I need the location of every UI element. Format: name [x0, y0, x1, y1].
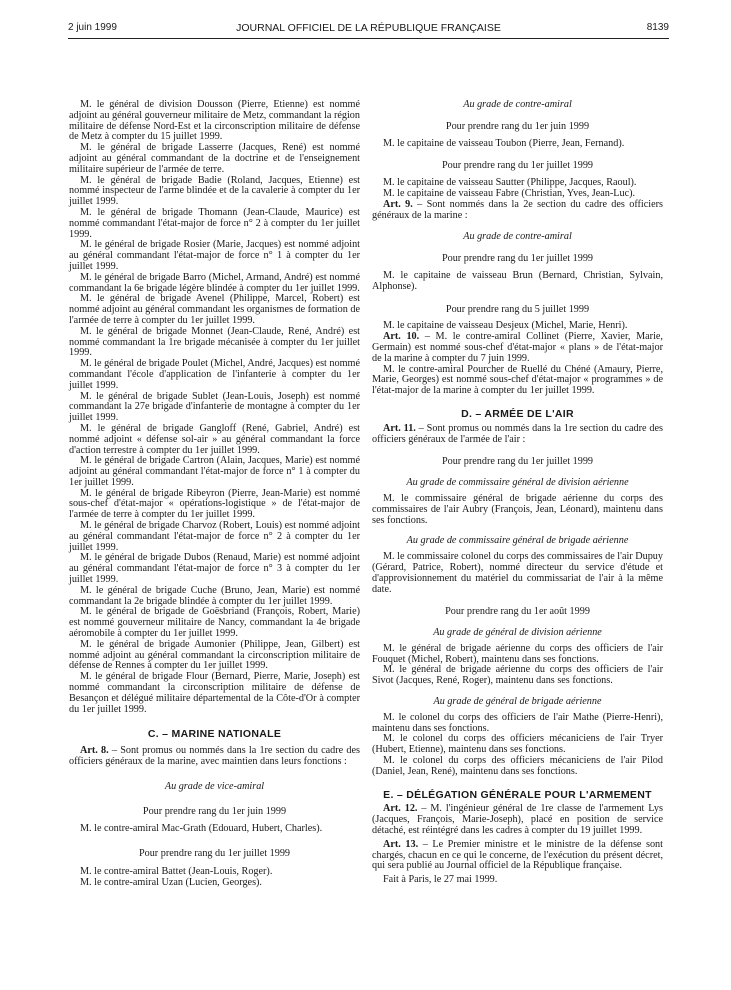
left-column — [69, 100, 360, 889]
rank-date: Pour prendre rang du 1er juillet 1999 — [441, 160, 594, 172]
article-11 — [372, 424, 663, 446]
rank-date: Pour prendre rang du 1er juin 1999 — [142, 805, 287, 817]
paragraph: M. le contre-amiral Battet (Jean-Louis, Roger). — [80, 866, 273, 877]
section-heading-air: D. – ARMÉE DE L'AIR — [461, 407, 574, 420]
paragraph: M. le capitaine de vaisseau Fabre (Christian, Yves, Jean-Luc). — [383, 187, 636, 199]
paragraph: M. le commissaire colonel du corps des commissaires de l'air Dupuy (Gérard, Patrice, Robert), nommé directeur du service d'étude et d'approvisionnement du matériel du commissariat de l'air à la même date. — [372, 551, 663, 595]
section-heading-marine: C. – MARINE NATIONALE — [147, 728, 282, 741]
paragraph: M. le capitaine de vaisseau Sautter (Philippe, Jacques, Raoul). — [383, 177, 637, 189]
rank-date: Pour prendre rang du 1er juillet 1999 — [441, 456, 594, 468]
article-8 — [69, 746, 360, 768]
paragraph: M. le général de brigade Thomann (Jean-Claude, Maurice) est nommé commandant l'état-major de force n° 2 à compter du 1er juillet 1999. — [69, 206, 360, 240]
paragraph: M. le général de brigade Aumonier (Philippe, Jean, Gilbert) est nommé adjoint au général commandant la circonscription militaire de défense de Rennes à compter du 1er juillet 1999. — [69, 638, 360, 672]
paragraph: M. le colonel du corps des officiers mécaniciens de l'air Pilod (Daniel, Jean, René), maintenu dans ses fonctions. — [372, 755, 663, 777]
article-13 — [372, 840, 663, 872]
paragraph: M. le général de brigade Badie (Roland, Jacques, Etienne) est nommé inspecteur de l'arme blindée et de la cavalerie à compter du 1er juillet 1999. — [69, 174, 360, 208]
paragraph: M. le capitaine de vaisseau Brun (Bernard, Christian, Sylvain, Alphonse). — [372, 269, 663, 292]
article-text: – M. le contre-amiral Collinet (Pierre, Xavier, Marie, Germain) est nommé sous-chef d'état-major « plans » de l'état-major de la marine à compter du 7 juin 1999. — [372, 331, 663, 364]
paragraph: M. le général de brigade Barro (Michel, Armand, André) est nommé commandant la 6e brigade légère blindée à compter du 1er juillet 1999. — [69, 271, 360, 294]
article-label: Art. 10. — [383, 331, 420, 343]
grade-heading: Au grade de commissaire général de brigade aérienne — [406, 535, 629, 547]
paragraph: M. le général de brigade Charvoz (Robert, Louis) est nommé adjoint au général commandant l'état-major de force n° 2 à compter du 1er juillet 1999. — [69, 520, 360, 553]
header-date: 2 juin 1999 — [68, 22, 117, 33]
paragraph: M. le contre-amiral Uzan (Lucien, Georges). — [80, 876, 262, 888]
article-9 — [372, 200, 663, 222]
paragraph: M. le général de division Dousson (Pierre, Etienne) est nommé adjoint au général gouverneur militaire de Metz, commandant la région militaire de défense Nord-Est et la circonscription militaire de défense de Metz à compter du 15 juillet 1999. — [69, 99, 360, 143]
paragraph: M. le général de brigade Sublet (Jean-Louis, Joseph) est nommé commandant la 27e brigade d'infanterie de montagne à compter du 1er juillet 1999. — [69, 390, 360, 424]
grade-heading: Au grade de contre-amiral — [463, 99, 572, 110]
paragraph: M. le général de brigade aérienne du corps des officiers de l'air Fouquet (Michel, Robert), maintenu dans ses fonctions. — [372, 642, 663, 665]
article-10 — [372, 332, 663, 364]
article-label: Art. 8. — [80, 745, 109, 757]
article-12 — [372, 804, 663, 836]
page-header — [68, 22, 669, 36]
header-rule — [68, 38, 669, 39]
paragraph: M. le général de brigade de Goësbriand (François, Robert, Marie) est nommé gouverneur militaire de Nancy, commandant la 4e brigade aéromobile à compter du 1er juillet 1999. — [69, 606, 360, 640]
paragraph: M. le général de brigade Avenel (Philippe, Marcel, Robert) est nommé adjoint au général commandant les organismes de formation de l'armée de terre à compter du 1er juillet 1999. — [69, 293, 360, 326]
grade-heading: Au grade de général de division aérienne — [433, 627, 602, 639]
article-label: Art. 9. — [383, 198, 413, 210]
paragraph: M. le colonel du corps des officiers mécaniciens de l'air Tryer (Hubert, Etienne), maintenu dans ses fonctions. — [372, 733, 663, 756]
section-heading-armament: E. – DÉLÉGATION GÉNÉRALE POUR L'ARMEMENT — [383, 788, 652, 801]
paragraph: M. le général de brigade Ribeyron (Pierre, Jean-Marie) est nommé sous-chef d'état-major « opérations-logistique » de l'état-major de l'armée de terre à compter du 1er juillet 1999. — [69, 487, 360, 521]
paragraph: M. le général de brigade Poulet (Michel, André, Jacques) est nommé commandant l'école d'application de l'infanterie à compter du 1er juillet 1999. — [69, 358, 360, 391]
grade-heading: Au grade de général de brigade aérienne — [433, 696, 602, 708]
grade-heading: Au grade de contre-amiral — [463, 231, 572, 243]
paragraph: M. le général de brigade Flour (Bernard, Pierre, Marie, Joseph) est nommé commandant la circonscription militaire de défense de Besançon et délégué militaire départemental de la Côte-d'Or à compter du 1er juillet 1999. — [69, 671, 360, 715]
header-title: JOURNAL OFFICIEL DE LA RÉPUBLIQUE FRANÇAISE — [236, 22, 501, 34]
rank-date: Pour prendre rang du 1er juillet 1999 — [138, 848, 291, 860]
article-label: Art. 11. — [383, 422, 416, 434]
article-text: – Le Premier ministre et le ministre de la défense sont chargés, chacun en ce qui le concerne, de l'exécution du présent décret, qui sera publié au Journal officiel de la République française. — [372, 838, 663, 872]
article-text: – Sont nommés dans la 2e section du cadre des officiers généraux de la marine : — [372, 198, 663, 221]
paragraph: M. le contre-amiral Mac-Grath (Edouard, Hubert, Charles). — [80, 823, 323, 835]
rank-date: Pour prendre rang du 5 juillet 1999 — [445, 303, 590, 315]
paragraph: M. le général de brigade aérienne du corps des officiers de l'air Sivot (Jacques, René, Roger), maintenu dans ses fonctions. — [372, 664, 663, 687]
paragraph: M. le général de brigade Gangloff (René, Gabriel, André) est nommé adjoint « défense sol-air » au général commandant la force d'action terrestre à compter du 1er juillet 1999. — [69, 422, 360, 456]
paragraph: M. le colonel du corps des officiers de l'air Mathe (Pierre-Henri), maintenu dans ses fonctions. — [372, 711, 663, 734]
grade-heading: Au grade de vice-amiral — [164, 780, 265, 792]
rank-date: Pour prendre rang du 1er juin 1999 — [445, 120, 590, 132]
article-text: – Sont promus ou nommés dans la 1re section du cadre des officiers généraux de l'armée de l'air : — [372, 422, 663, 445]
paragraph: M. le général de brigade Dubos (Renaud, Marie) est nommé adjoint au général commandant l'état-major de force n° 3 à compter du 1er juillet 1999. — [69, 552, 360, 586]
paragraph: M. le capitaine de vaisseau Desjeux (Michel, Marie, Henri). — [383, 320, 628, 332]
article-label: Art. 12. — [383, 803, 418, 815]
rank-date: Pour prendre rang du 1er juillet 1999 — [441, 253, 594, 265]
paragraph: M. le général de brigade Rosier (Marie, Jacques) est nommé adjoint au général commandant l'état-major de force n° 1 à compter du 1er juillet 1999. — [69, 239, 360, 272]
paragraph: M. le général de brigade Monnet (Jean-Claude, René, André) est nommé commandant la 1re brigade mécanisée à compter du 1er juillet 1999. — [69, 325, 360, 359]
paragraph: M. le général de brigade Lasserre (Jacques, René) est nommé adjoint au général commandant de la doctrine et de l'enseignement militaire supérieur de l'armée de terre. — [69, 142, 360, 175]
signature-line: Fait à Paris, le 27 mai 1999. — [383, 874, 498, 886]
paragraph: M. le contre-amiral Pourcher de Ruellé du Chéné (Amaury, Pierre, Marie, Georges) est nommé sous-chef d'état-major « programmes » de l'état-major de la marine à compter du 1er juillet 1999. — [372, 363, 663, 397]
paragraph: M. le commissaire général de brigade aérienne du corps des commissaires de l'air Aubry (François, Jean, Léonard), maintenu dans ses fonctions. — [372, 492, 663, 526]
article-text: – Sont promus ou nommés dans la 1re section du cadre des officiers généraux de la marine, avec maintien dans leurs fonctions : — [69, 745, 360, 768]
paragraph: M. le général de brigade Cartron (Alain, Jacques, Marie) est nommé adjoint au général commandant l'état-major de force n° 1 à compter du 1er juillet 1999. — [69, 455, 360, 488]
right-column — [372, 100, 663, 886]
rank-date: Pour prendre rang du 1er août 1999 — [445, 606, 590, 618]
grade-heading: Au grade de commissaire général de division aérienne — [406, 477, 629, 489]
article-label: Art. 13. — [383, 838, 419, 850]
paragraph: M. le capitaine de vaisseau Toubon (Pierre, Jean, Fernand). — [383, 137, 625, 149]
header-page-number: 8139 — [646, 22, 669, 33]
paragraph: M. le général de brigade Cuche (Bruno, Jean, Marie) est nommé commandant la 2e brigade blindée à compter du 1er juillet 1999. — [69, 584, 360, 607]
article-text: – M. l'ingénieur général de 1re classe de l'armement Lys (Jacques, François, Marie-Joseph), placé en position de service détaché, est réintégré dans les cadres à compter du 19 juillet 1999. — [372, 803, 663, 837]
